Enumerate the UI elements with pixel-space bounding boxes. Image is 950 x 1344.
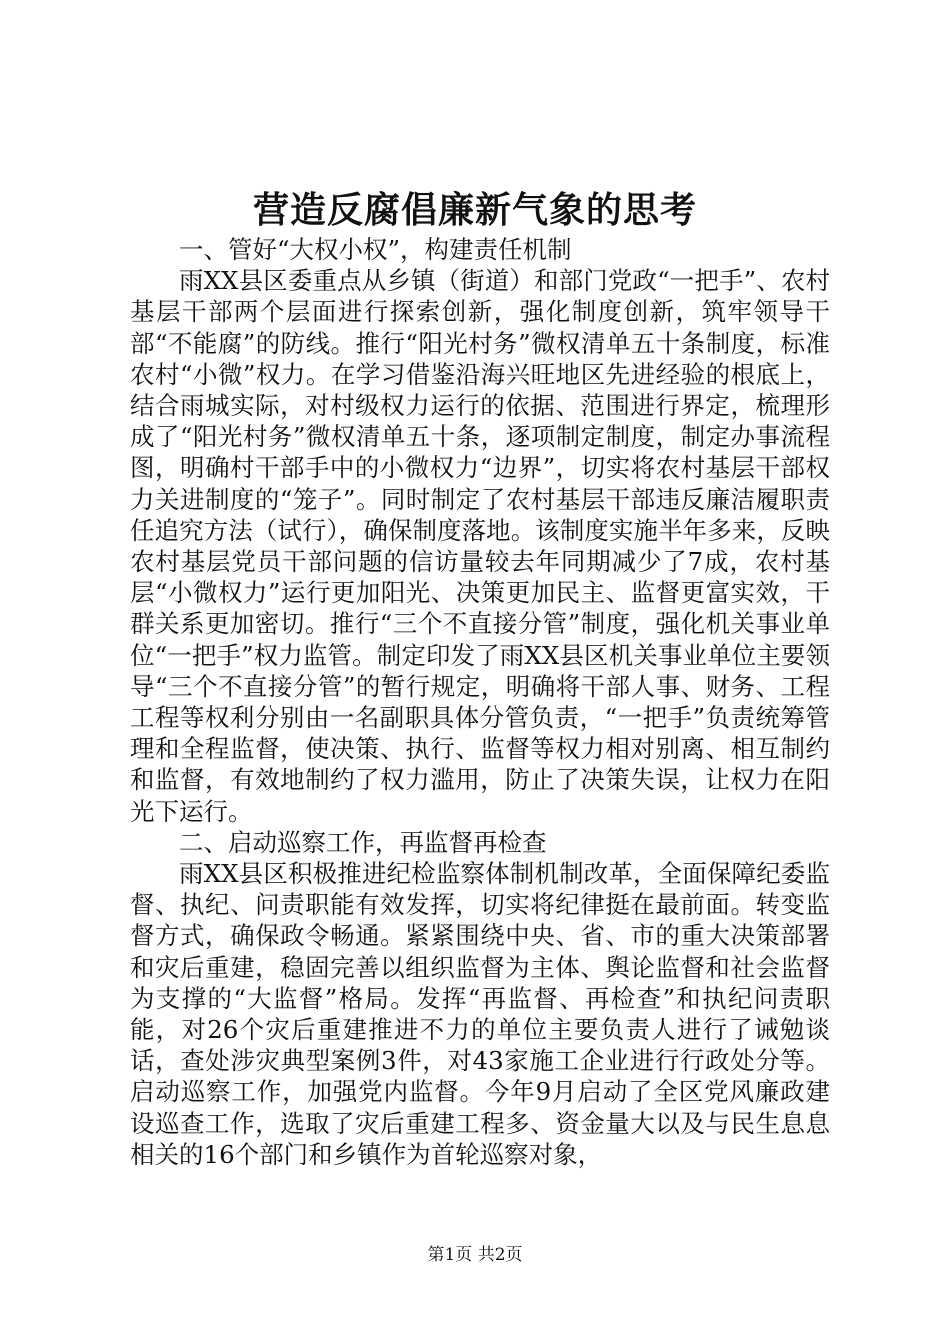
- page-title: 营造反腐倡廉新气象的思考: [252, 189, 697, 231]
- body-paragraph: 雨XX县区积极推进纪检监察体制机制改革，全面保障纪委监督、执纪、问责职能有效发挥，切实将纪律挺在最前面。转变监督方式，确保政令畅通。紧紧围绕中央、省、市的重大决策部署和灾后重建，稳固完善以组织监督为主体、舆论监督和社会监督为支撑的“大监督”格局。发挥“再监督、再检查”和执纪问责职能，对26个灾后重建推进不力的单位主要负责人进行了诫勉谈话，查处涉灾典型案例3件，对43家施工企业进行行政处分等。启动巡察工作，加强党内监督。今年9月启动了全区党风廉政建设巡查工作，选取了灾后重建工程多、资金量大以及与民生息息相关的16个部门和乡镇作为首轮巡察对象，: [130, 859, 830, 1169]
- section-heading: 二、启动巡察工作，再监督再检查: [179, 827, 547, 857]
- document-body: [130, 234, 830, 1170]
- page-footer: 第1页 共2页: [427, 1245, 523, 1265]
- section-heading: 一、管好“大权小权”，构建责任机制: [179, 235, 572, 264]
- body-paragraph: 雨XX县区委重点从乡镇（街道）和部门党政“一把手”、农村基层干部两个层面进行探索创新，强化制度创新，筑牢领导干部“不能腐”的防线。推行“阳光村务”微权清单五十条制度，标准农村“小微”权力。在学习借鉴沿海兴旺地区先进经验的根底上，结合雨城实际，对村级权力运行的依据、范围进行界定，梳理形成了“阳光村务”微权清单五十条，逐项制定制度，制定办事流程图，明确村干部手中的小微权力“边界”，切实将农村基层干部权力关进制度的“笼子”。同时制定了农村基层干部违反廉洁履职责任追究方法（试行），确保制度落地。该制度实施半年多来，反映农村基层党员干部问题的信访量较去年同期减少了7成，农村基层“小微权力”运行更加阳光、决策更加民主、监督更富实效，干群关系更加密切。推行“三个不直接分管”制度，强化机关事业单位“一把手”权力监管。制定印发了雨XX县区机关事业单位主要领导“三个不直接分管”的暂行规定，明确将干部人事、财务、工程工程等权利分别由一名副职具体分管负责，“一把手”负责统筹管理和全程监督，使决策、执行、监督等权力相对别离、相互制约和监督，有效地制约了权力滥用，防止了决策失误，让权力在阳光下运行。: [130, 266, 830, 826]
